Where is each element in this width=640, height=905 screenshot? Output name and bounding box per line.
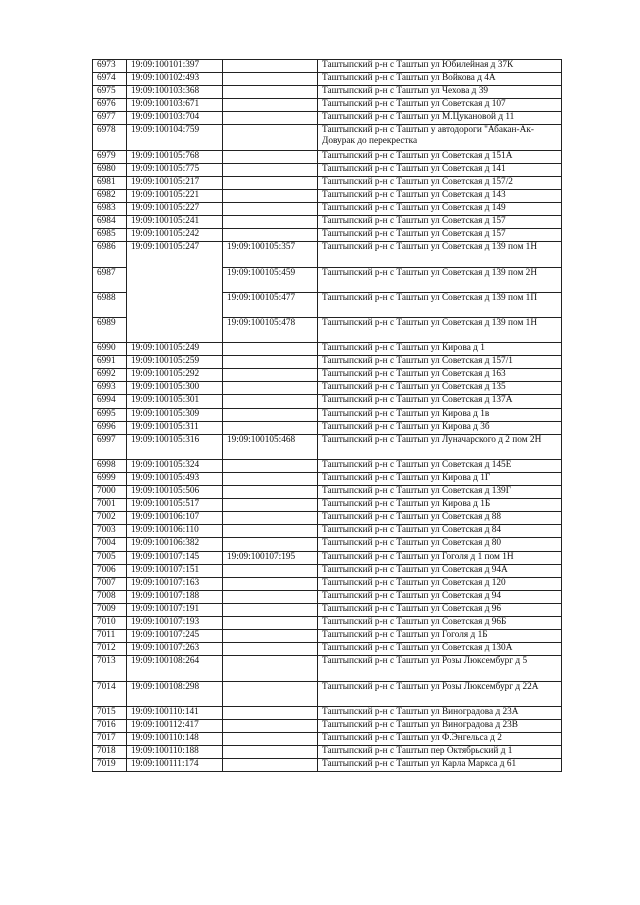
address-cell: Таштыпский р-н с Таштып ул Розы Люксембург д 5	[318, 656, 562, 681]
address-cell: Таштыпский р-н с Таштып ул Карла Маркса д 61	[318, 759, 562, 772]
row-number-cell: 6975	[93, 86, 127, 99]
sub-cadastral-number-cell: 19:09:100105:478	[223, 317, 318, 342]
sub-cadastral-number-cell	[223, 732, 318, 745]
cadastral-number-cell: 19:09:100108:298	[127, 681, 223, 706]
sub-cadastral-number-cell: 19:09:100105:357	[223, 242, 318, 267]
sub-cadastral-number-cell	[223, 525, 318, 538]
sub-cadastral-number-cell	[223, 486, 318, 499]
table-row	[93, 643, 562, 656]
row-number-cell: 7002	[93, 512, 127, 525]
address-cell: Таштыпский р-н с Таштып ул Советская д 88	[318, 512, 562, 525]
address-cell: Таштыпский р-н с Таштып у автодороги "Абакан-Ак-Довурак до перекрестка	[318, 125, 562, 150]
cadastral-number-cell: 19:09:100105:242	[127, 229, 223, 242]
table-row	[93, 590, 562, 603]
cadastral-number-cell: 19:09:100101:397	[127, 60, 223, 73]
table-row	[93, 242, 562, 267]
address-cell: Таштыпский р-н с Таштып ул Кирова д 1в	[318, 408, 562, 421]
address-cell: Таштыпский р-н с Таштып ул Советская д 139 пом 1П	[318, 292, 562, 317]
table-row	[93, 125, 562, 150]
row-number-cell: 7008	[93, 590, 127, 603]
sub-cadastral-number-cell: 19:09:100107:195	[223, 551, 318, 564]
row-number-cell: 7007	[93, 577, 127, 590]
cadastral-number-cell: 19:09:100102:493	[127, 73, 223, 86]
table-row	[93, 486, 562, 499]
cadastral-number-cell: 19:09:100110:188	[127, 745, 223, 758]
row-number-cell: 6981	[93, 176, 127, 189]
table-row	[93, 745, 562, 758]
sub-cadastral-number-cell	[223, 564, 318, 577]
sub-cadastral-number-cell	[223, 60, 318, 73]
cadastral-number-cell: 19:09:100105:324	[127, 459, 223, 472]
cadastral-number-cell: 19:09:100105:292	[127, 369, 223, 382]
cadastral-number-cell: 19:09:100105:227	[127, 203, 223, 216]
row-number-cell: 7017	[93, 732, 127, 745]
row-number-cell: 6976	[93, 99, 127, 112]
row-number-cell: 7004	[93, 538, 127, 551]
sub-cadastral-number-cell	[223, 86, 318, 99]
property-register-table	[92, 59, 562, 772]
row-number-cell: 7016	[93, 719, 127, 732]
table-row	[93, 60, 562, 73]
table-row	[93, 229, 562, 242]
cadastral-number-cell: 19:09:100105:775	[127, 163, 223, 176]
address-cell: Таштыпский р-н с Таштып ул Чехова д 39	[318, 86, 562, 99]
table-row	[93, 656, 562, 681]
cadastral-number-cell: 19:09:100105:249	[127, 343, 223, 356]
sub-cadastral-number-cell	[223, 603, 318, 616]
cadastral-number-cell: 19:09:100105:247	[127, 242, 223, 343]
address-cell: Таштыпский р-н с Таштып ул Советская д 141	[318, 163, 562, 176]
address-cell: Таштыпский р-н с Таштып ул Юбилейная д 37К	[318, 60, 562, 73]
row-number-cell: 6985	[93, 229, 127, 242]
address-cell: Таштыпский р-н с Таштып ул Советская д 96Б	[318, 617, 562, 630]
address-cell: Таштыпский р-н с Таштып ул Советская д 120	[318, 577, 562, 590]
address-cell: Таштыпский р-н с Таштып ул Виноградова д 23А	[318, 706, 562, 719]
row-number-cell: 6997	[93, 434, 127, 459]
cadastral-number-cell: 19:09:100105:301	[127, 395, 223, 408]
address-cell: Таштыпский р-н с Таштып ул Советская д 135	[318, 382, 562, 395]
table-row	[93, 395, 562, 408]
row-number-cell: 6974	[93, 73, 127, 86]
row-number-cell: 6996	[93, 421, 127, 434]
address-cell: Таштыпский р-н с Таштып ул Советская д 94	[318, 590, 562, 603]
sub-cadastral-number-cell	[223, 459, 318, 472]
address-cell: Таштыпский р-н с Таштып ул Кирова д 1Б	[318, 499, 562, 512]
table-row	[93, 343, 562, 356]
sub-cadastral-number-cell	[223, 112, 318, 125]
row-number-cell: 6980	[93, 163, 127, 176]
sub-cadastral-number-cell	[223, 369, 318, 382]
sub-cadastral-number-cell	[223, 499, 318, 512]
table-row	[93, 150, 562, 163]
table-row	[93, 189, 562, 202]
sub-cadastral-number-cell	[223, 681, 318, 706]
table-row	[93, 408, 562, 421]
table-body	[93, 60, 562, 772]
cadastral-number-cell: 19:09:100105:300	[127, 382, 223, 395]
row-number-cell: 6994	[93, 395, 127, 408]
sub-cadastral-number-cell	[223, 99, 318, 112]
table-row	[93, 617, 562, 630]
cadastral-number-cell: 19:09:100107:151	[127, 564, 223, 577]
address-cell: Таштыпский р-н с Таштып ул Советская д 80	[318, 538, 562, 551]
row-number-cell: 6984	[93, 216, 127, 229]
address-cell: Таштыпский р-н с Таштып ул Советская д 163	[318, 369, 562, 382]
table-row	[93, 86, 562, 99]
address-cell: Таштыпский р-н с Таштып ул Ф.Энгельса д 2	[318, 732, 562, 745]
sub-cadastral-number-cell	[223, 176, 318, 189]
cadastral-number-cell: 19:09:100107:245	[127, 630, 223, 643]
table-row	[93, 99, 562, 112]
cadastral-number-cell: 19:09:100106:107	[127, 512, 223, 525]
cadastral-number-cell: 19:09:100110:141	[127, 706, 223, 719]
cadastral-number-cell: 19:09:100103:704	[127, 112, 223, 125]
table-row	[93, 577, 562, 590]
table-row	[93, 163, 562, 176]
cadastral-number-cell: 19:09:100111:174	[127, 759, 223, 772]
sub-cadastral-number-cell	[223, 706, 318, 719]
cadastral-number-cell: 19:09:100105:259	[127, 356, 223, 369]
address-cell: Таштыпский р-н с Таштып ул Советская д 143	[318, 189, 562, 202]
sub-cadastral-number-cell	[223, 382, 318, 395]
sub-cadastral-number-cell	[223, 512, 318, 525]
table-row	[93, 369, 562, 382]
address-cell: Таштыпский р-н с Таштып ул Советская д 139 пом 2Н	[318, 267, 562, 292]
address-cell: Таштыпский р-н с Таштып ул Кирова д 1	[318, 343, 562, 356]
address-cell: Таштыпский р-н с Таштып ул Гоголя д 1Б	[318, 630, 562, 643]
table-row	[93, 603, 562, 616]
sub-cadastral-number-cell	[223, 343, 318, 356]
row-number-cell: 6999	[93, 473, 127, 486]
row-number-cell: 6987	[93, 267, 127, 292]
address-cell: Таштыпский р-н с Таштып ул Советская д 139Г	[318, 486, 562, 499]
sub-cadastral-number-cell	[223, 656, 318, 681]
sub-cadastral-number-cell	[223, 745, 318, 758]
table-row	[93, 356, 562, 369]
row-number-cell: 7010	[93, 617, 127, 630]
table-row	[93, 630, 562, 643]
row-number-cell: 7012	[93, 643, 127, 656]
row-number-cell: 7011	[93, 630, 127, 643]
table-row	[93, 706, 562, 719]
table-row	[93, 459, 562, 472]
address-cell: Таштыпский р-н с Таштып ул Советская д 94А	[318, 564, 562, 577]
sub-cadastral-number-cell	[223, 577, 318, 590]
cadastral-number-cell: 19:09:100107:188	[127, 590, 223, 603]
cadastral-number-cell: 19:09:100105:316	[127, 434, 223, 459]
address-cell: Таштыпский р-н с Таштып ул Советская д 157	[318, 229, 562, 242]
cadastral-number-cell: 19:09:100107:145	[127, 551, 223, 564]
cadastral-number-cell: 19:09:100105:221	[127, 189, 223, 202]
table-row	[93, 216, 562, 229]
sub-cadastral-number-cell	[223, 150, 318, 163]
address-cell: Таштыпский р-н с Таштып ул Советская д 145Е	[318, 459, 562, 472]
cadastral-number-cell: 19:09:100105:309	[127, 408, 223, 421]
address-cell: Таштыпский р-н с Таштып ул Советская д 137А	[318, 395, 562, 408]
address-cell: Таштыпский р-н с Таштып ул Советская д 107	[318, 99, 562, 112]
row-number-cell: 6983	[93, 203, 127, 216]
address-cell: Таштыпский р-н с Таштып ул Советская д 130А	[318, 643, 562, 656]
row-number-cell: 6986	[93, 242, 127, 267]
sub-cadastral-number-cell	[223, 229, 318, 242]
cadastral-number-cell: 19:09:100108:264	[127, 656, 223, 681]
sub-cadastral-number-cell	[223, 719, 318, 732]
sub-cadastral-number-cell	[223, 163, 318, 176]
row-number-cell: 6982	[93, 189, 127, 202]
row-number-cell: 7014	[93, 681, 127, 706]
address-cell: Таштыпский р-н с Таштып ул Советская д 157/2	[318, 176, 562, 189]
sub-cadastral-number-cell	[223, 538, 318, 551]
address-cell: Таштыпский р-н с Таштып ул Кирова д 1Г	[318, 473, 562, 486]
table-row	[93, 719, 562, 732]
row-number-cell: 6989	[93, 317, 127, 342]
row-number-cell: 6992	[93, 369, 127, 382]
address-cell: Таштыпский р-н с Таштып ул Гоголя д 1 пом 1Н	[318, 551, 562, 564]
cadastral-number-cell: 19:09:100112:417	[127, 719, 223, 732]
cadastral-number-cell: 19:09:100103:368	[127, 86, 223, 99]
address-cell: Таштыпский р-н с Таштып ул Кирова д 3б	[318, 421, 562, 434]
address-cell: Таштыпский р-н с Таштып ул Советская д 139 пом 1Н	[318, 317, 562, 342]
cadastral-number-cell: 19:09:100105:517	[127, 499, 223, 512]
row-number-cell: 6977	[93, 112, 127, 125]
row-number-cell: 7003	[93, 525, 127, 538]
sub-cadastral-number-cell	[223, 590, 318, 603]
address-cell: Таштыпский р-н с Таштып ул Советская д 157/1	[318, 356, 562, 369]
cadastral-number-cell: 19:09:100107:191	[127, 603, 223, 616]
address-cell: Таштыпский р-н с Таштып ул Советская д 139 пом 1Н	[318, 242, 562, 267]
sub-cadastral-number-cell	[223, 356, 318, 369]
address-cell: Таштыпский р-н с Таштып ул Советская д 149	[318, 203, 562, 216]
row-number-cell: 6988	[93, 292, 127, 317]
sub-cadastral-number-cell	[223, 630, 318, 643]
cadastral-number-cell: 19:09:100105:768	[127, 150, 223, 163]
table-row	[93, 681, 562, 706]
address-cell: Таштыпский р-н с Таштып ул Войкова д 4А	[318, 73, 562, 86]
sub-cadastral-number-cell: 19:09:100105:459	[223, 267, 318, 292]
sub-cadastral-number-cell	[223, 421, 318, 434]
sub-cadastral-number-cell	[223, 216, 318, 229]
sub-cadastral-number-cell	[223, 203, 318, 216]
row-number-cell: 6998	[93, 459, 127, 472]
table-row	[93, 525, 562, 538]
cadastral-number-cell: 19:09:100105:506	[127, 486, 223, 499]
table-row	[93, 203, 562, 216]
table-row	[93, 176, 562, 189]
sub-cadastral-number-cell: 19:09:100105:477	[223, 292, 318, 317]
cadastral-number-cell: 19:09:100107:263	[127, 643, 223, 656]
address-cell: Таштыпский р-н с Таштып ул Советская д 151А	[318, 150, 562, 163]
address-cell: Таштыпский р-н с Таштып пер Октябрьский д 1	[318, 745, 562, 758]
cadastral-number-cell: 19:09:100105:311	[127, 421, 223, 434]
row-number-cell: 7015	[93, 706, 127, 719]
table-row	[93, 551, 562, 564]
cadastral-number-cell: 19:09:100110:148	[127, 732, 223, 745]
cadastral-number-cell: 19:09:100107:163	[127, 577, 223, 590]
row-number-cell: 7009	[93, 603, 127, 616]
table-row	[93, 73, 562, 86]
row-number-cell: 7000	[93, 486, 127, 499]
cadastral-number-cell: 19:09:100103:671	[127, 99, 223, 112]
table-row	[93, 112, 562, 125]
cadastral-number-cell: 19:09:100106:110	[127, 525, 223, 538]
sub-cadastral-number-cell	[223, 617, 318, 630]
table-row	[93, 421, 562, 434]
row-number-cell: 7013	[93, 656, 127, 681]
cadastral-number-cell: 19:09:100106:382	[127, 538, 223, 551]
sub-cadastral-number-cell	[223, 759, 318, 772]
sub-cadastral-number-cell	[223, 395, 318, 408]
row-number-cell: 6993	[93, 382, 127, 395]
table-row	[93, 538, 562, 551]
table-row	[93, 382, 562, 395]
row-number-cell: 7006	[93, 564, 127, 577]
row-number-cell: 6995	[93, 408, 127, 421]
address-cell: Таштыпский р-н с Таштып ул Советская д 96	[318, 603, 562, 616]
sub-cadastral-number-cell	[223, 125, 318, 150]
address-cell: Таштыпский р-н с Таштып ул Луначарского д 2 пом 2Н	[318, 434, 562, 459]
row-number-cell: 7001	[93, 499, 127, 512]
cadastral-number-cell: 19:09:100104:759	[127, 125, 223, 150]
table-row	[93, 564, 562, 577]
sub-cadastral-number-cell	[223, 189, 318, 202]
sub-cadastral-number-cell	[223, 408, 318, 421]
table-row	[93, 732, 562, 745]
address-cell: Таштыпский р-н с Таштып ул Виноградова д 23В	[318, 719, 562, 732]
address-cell: Таштыпский р-н с Таштып ул Советская д 84	[318, 525, 562, 538]
table-row	[93, 499, 562, 512]
sub-cadastral-number-cell	[223, 473, 318, 486]
address-cell: Таштыпский р-н с Таштып ул М.Цукановой д 11	[318, 112, 562, 125]
cadastral-number-cell: 19:09:100105:217	[127, 176, 223, 189]
table-row	[93, 759, 562, 772]
sub-cadastral-number-cell: 19:09:100105:468	[223, 434, 318, 459]
row-number-cell: 7019	[93, 759, 127, 772]
cadastral-number-cell: 19:09:100105:241	[127, 216, 223, 229]
cadastral-number-cell: 19:09:100107:193	[127, 617, 223, 630]
row-number-cell: 7018	[93, 745, 127, 758]
sub-cadastral-number-cell	[223, 73, 318, 86]
table-row	[93, 434, 562, 459]
address-cell: Таштыпский р-н с Таштып ул Советская д 157	[318, 216, 562, 229]
row-number-cell: 6991	[93, 356, 127, 369]
row-number-cell: 6973	[93, 60, 127, 73]
row-number-cell: 7005	[93, 551, 127, 564]
address-cell: Таштыпский р-н с Таштып ул Розы Люксембург д 22А	[318, 681, 562, 706]
table-row	[93, 473, 562, 486]
row-number-cell: 6978	[93, 125, 127, 150]
row-number-cell: 6990	[93, 343, 127, 356]
sub-cadastral-number-cell	[223, 643, 318, 656]
table-row	[93, 512, 562, 525]
row-number-cell: 6979	[93, 150, 127, 163]
cadastral-number-cell: 19:09:100105:493	[127, 473, 223, 486]
